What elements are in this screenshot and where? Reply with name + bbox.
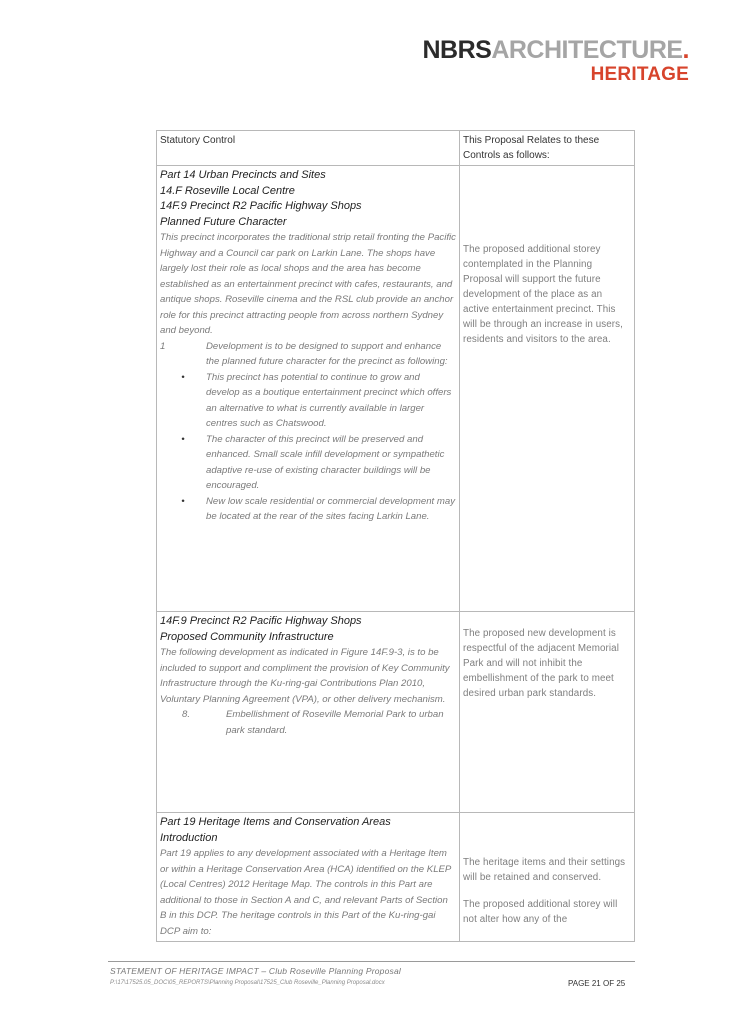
bullet-icon: • [181,433,185,445]
row1-title-character: Planned Future Character [160,215,287,228]
row3-control-cell [157,813,460,942]
row3-response-text-1: The heritage items and their settings will be retained and conserved. [463,857,626,883]
row3-response-cell [460,813,635,942]
row1-response-text: The proposed additional storey contemplated in the Planning Proposal will support the future development of the place as an active entertainment precinct. This will be through an increase in users, residents and visitors to the area. [463,244,623,345]
header-proposal-relates: This Proposal Relates to these Controls as follows: [460,131,635,166]
logo-architecture: ARCHITECTURE [491,36,683,64]
row3-intro-text: Part 19 applies to any development associated with a Heritage Item or within a Heritage Conservation Area (HCA) identified on the KLEP (Local Centres) 2012 Heritage Map. The controls in this Part are additional to those in Section A and C, and relevant Parts of Section B in this DCP. The heritage controls in this Part of the Ku-ring-gai DCP aim to: [160,848,451,937]
row3-title-part: Part 19 Heritage Items and Conservation Areas [160,816,391,828]
footer-file-path: P:\17\17525.05_DOC\05_REPORTS\Planning Proposal\17525_Club Roseville_Planning Proposal.docx [110,980,385,986]
row2-numbered-item [160,707,456,738]
row1-bullet-text: This precinct has potential to continue to grow and develop as a boutique entertainment precinct which offers an alternative to what is currently available in larger centres such as Chatswood. [206,371,452,429]
footer-page-number: PAGE 21 OF 25 [568,979,626,988]
row1-bullet-text: The character of this precinct will be preserved and enhanced. Small scale infill development or sympathetic adaptive re-use of existing character buildings will be encouraged. [206,433,445,491]
logo-dot: . [682,36,689,64]
logo-heritage: HERITAGE [590,64,689,85]
row1-numbered-item [160,339,456,370]
row2-title-infrastructure: Proposed Community Infrastructure [160,630,334,643]
row1-bullet-text: New low scale residential or commercial development may be located at the rear of the sites facing Larkin Lane. [206,495,456,522]
row1-intro-text: This precinct incorporates the traditional strip retail fronting the Pacific Highway and a Council car park on Larkin Lane. The shops have largely lost their role as local shops and the area has become established as an entertainment precinct with cafes, restaurants, and antique shops. Roseville cinema and the RSL club provide an anchor role for this precinct attracting people from across northern Sydney and beyond. [160,232,456,336]
table-row [157,813,635,942]
table-row [157,612,635,813]
row1-title-precinct: 14F.9 Precinct R2 Pacific Highway Shops [160,200,362,212]
table-header-row [157,131,635,166]
row1-bullet [160,370,456,432]
bullet-icon: • [181,495,185,507]
row2-response-cell [460,612,635,813]
logo-nbrs: NBRS [422,36,492,64]
row1-title-centre: 14.F Roseville Local Centre [160,184,295,197]
row2-text-line: The following development as indicated in Figure 14F.9-3, is to be [160,647,439,658]
row3-response-text-2: The proposed additional storey will not alter how any of the [463,899,618,925]
statutory-control-table [156,130,635,942]
row1-title-part: Part 14 Urban Precincts and Sites [160,169,326,181]
row2-item-text: Embellishment of Roseville Memorial Park to urban park standard. [226,709,444,736]
row1-bullet [160,432,456,494]
row2-title-precinct: 14F.9 Precinct R2 Pacific Highway Shops [160,615,362,627]
footer-divider [108,961,635,962]
row2-item-number: 8. [182,709,191,720]
row2-text-line: included to support and compliment the provision of Key Community [160,662,450,674]
logo-wordmark [422,38,689,63]
nbrs-logo [422,38,689,84]
row2-response-text: The proposed new development is respectful of the adjacent Memorial Park and will not inhibit the embellishment of the park to meet desired urban park standards. [463,628,619,699]
row1-item-text: Development is to be designed to support and enhance the planned future character for the precinct as following: [206,340,448,367]
row2-text-line: Infrastructure through the Ku-ring-gai Contributions Plan 2010, [160,678,426,689]
row2-text-line: Voluntary Planning Agreement (VPA), or other delivery mechanism. [160,693,446,705]
row1-response-cell [460,166,635,612]
row1-bullet [160,494,456,525]
bullet-icon: • [181,371,185,383]
row2-control-cell [157,612,460,813]
row1-control-cell [157,166,460,612]
table-row [157,166,635,612]
row1-item-number: 1 [160,340,166,352]
row3-title-introduction: Introduction [160,831,218,844]
footer-document-title: STATEMENT OF HERITAGE IMPACT – Club Roseville Planning Proposal [110,966,401,976]
header-statutory-control: Statutory Control [157,131,460,166]
